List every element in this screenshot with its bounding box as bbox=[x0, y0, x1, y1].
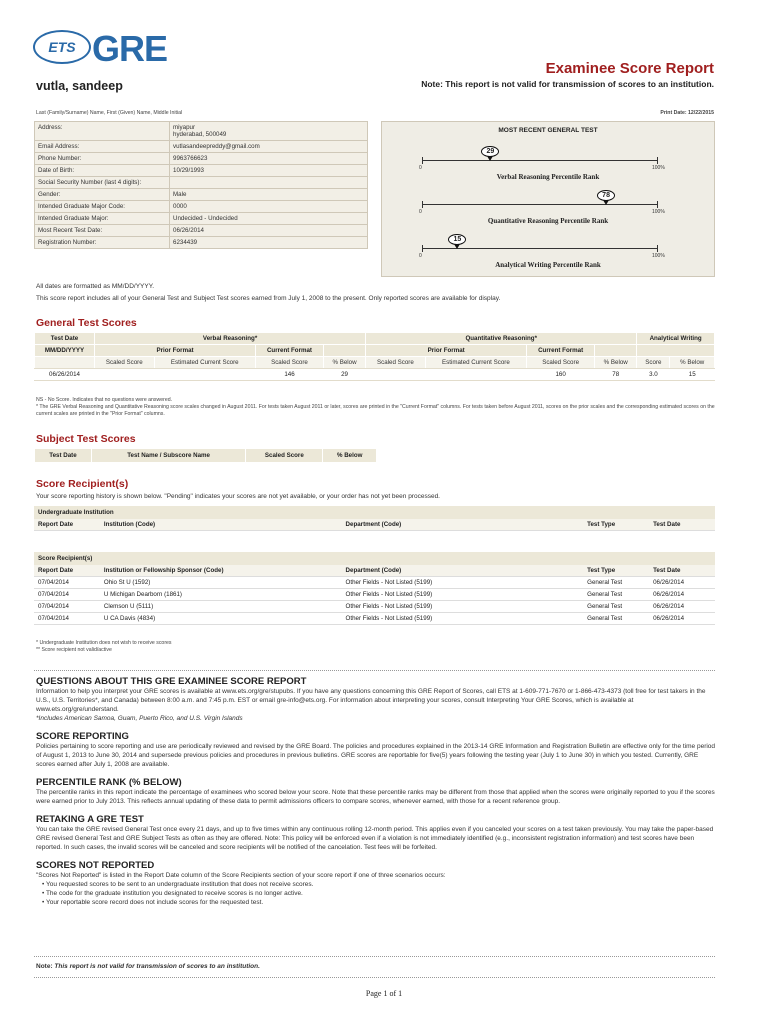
info-label: Address: bbox=[35, 122, 170, 140]
faq-paragraph: Policies pertaining to score reporting and use are periodically reviewed and revised by the GRE Board. The policies and procedures explained in the 2013-14 GRE Information and Registration Bulletin are effective only for the time period of August 1, 2013 to June 30, 2014 and supersede previous policies and procedures in previous bulletins. GRE scores are reportable for five(5) years following the testing year (July 1 to June 30) in which you tested. Currently, GRE scores earned after July 1, 2008 are available. bbox=[36, 743, 716, 768]
percentile-marker bbox=[603, 200, 609, 205]
th-verbal-current: Current Format bbox=[256, 345, 324, 357]
scale-min: 0 bbox=[419, 165, 422, 171]
info-row bbox=[35, 237, 367, 248]
scale-start-tick bbox=[422, 245, 423, 252]
recipient-cell: 07/04/2014 bbox=[34, 577, 100, 589]
recipient-cell: Clemson U (5111) bbox=[100, 601, 342, 613]
info-value: Male bbox=[173, 191, 187, 198]
th-date-format: MM/DD/YYYY bbox=[35, 345, 95, 357]
sub-header: % Below bbox=[323, 357, 365, 369]
percentile-value-bubble: 78 bbox=[597, 190, 615, 201]
table-row bbox=[34, 613, 715, 625]
undergrad-header: Institution (Code) bbox=[100, 519, 342, 531]
faq-bullet: • You requested scores to be sent to an undergraduate institution that does not receive scores. bbox=[42, 881, 314, 888]
subject-header: Test Date bbox=[35, 449, 92, 463]
percentile-scale-line bbox=[422, 204, 658, 205]
th-aw: Analytical Writing bbox=[637, 333, 715, 345]
percentile-label: Verbal Reasoning Percentile Rank bbox=[496, 173, 600, 181]
info-label: Most Recent Test Date: bbox=[35, 225, 170, 236]
info-row bbox=[35, 141, 367, 153]
scale-max: 100% bbox=[652, 209, 665, 215]
recipient-header: Test Date bbox=[649, 565, 715, 577]
sub-header: % Below bbox=[595, 357, 637, 369]
recipients-fn2: ** Score recipient not valid/active bbox=[36, 647, 112, 653]
table-row bbox=[34, 601, 715, 613]
scope-note: This score report includes all of your General Test and Subject Test scores earned from July 1, 2008 to the present. Only reported scores are available for display. bbox=[36, 295, 501, 302]
gre-logo: GRE bbox=[92, 28, 168, 69]
faq-heading: QUESTIONS ABOUT THIS GRE EXAMINEE SCORE REPORT bbox=[36, 676, 307, 687]
subject-test-table bbox=[34, 448, 377, 463]
undergrad-header: Test Date bbox=[649, 519, 715, 531]
percentile-panel bbox=[381, 121, 715, 277]
faq-section bbox=[36, 676, 716, 907]
scale-start-tick bbox=[422, 201, 423, 208]
info-value: 10/29/1993 bbox=[173, 167, 204, 174]
faq-bullet: • Your reportable score record does not include scores for the requested test. bbox=[42, 899, 264, 906]
recipient-cell: 07/04/2014 bbox=[34, 613, 100, 625]
sub-header: Scaled Score bbox=[95, 357, 154, 369]
faq-heading: PERCENTILE RANK (% BELOW) bbox=[36, 777, 182, 788]
recipient-header: Report Date bbox=[34, 565, 100, 577]
faq-paragraph: Information to help you interpret your GRE scores is available at www.ets.org/gre/stupubs. If you have any questions concerning this GRE Report of Scores, call ETS at 1-609-771-7670 or 1-866-473-4373 (toll free for test takers in the U.S., U.S. Territories*, and Canada) between 8:00 a.m. and 7:45 p.m. EST or email gre-info@ets.org. For information about interpreting your scores, consult Interpreting Your GRE Scores, which is available at www.ets.org/gre/understand. bbox=[36, 688, 706, 713]
recipient-cell: General Test bbox=[583, 601, 649, 613]
name-caption: Last (Family/Surname) Name, First (Given) Name, Middle Initial bbox=[36, 110, 183, 116]
info-row bbox=[35, 122, 367, 141]
info-row bbox=[35, 201, 367, 213]
info-label: Social Security Number (last 4 digits): bbox=[35, 177, 170, 188]
score-cell bbox=[154, 369, 256, 381]
validity-note: Note: This report is not valid for transmission of scores to an institution. bbox=[421, 79, 714, 89]
recipient-cell: General Test bbox=[583, 589, 649, 601]
recipient-cell: U Michigan Dearborn (1861) bbox=[100, 589, 342, 601]
percentile-marker bbox=[454, 244, 460, 249]
examinee-name: vutla, sandeep bbox=[36, 79, 123, 93]
scale-end-tick bbox=[657, 201, 658, 208]
info-row bbox=[35, 153, 367, 165]
score-cell: 78 bbox=[595, 369, 637, 381]
undergrad-section bbox=[34, 506, 715, 531]
score-cell bbox=[425, 369, 527, 381]
info-value: vutlasandeepreddy@gmail.com bbox=[173, 143, 260, 150]
percentile-value-bubble: 15 bbox=[448, 234, 466, 245]
page-number: Page 1 of 1 bbox=[365, 989, 403, 998]
faq-heading: SCORE REPORTING bbox=[36, 731, 129, 742]
score-cell: 146 bbox=[256, 369, 324, 381]
info-value bbox=[170, 177, 176, 188]
undergrad-table bbox=[34, 519, 715, 531]
th-test-date: Test Date bbox=[35, 333, 95, 345]
th-verbal: Verbal Reasoning* bbox=[95, 333, 366, 345]
recipient-cell: U CA Davis (4834) bbox=[100, 613, 342, 625]
sub-header: % Below bbox=[670, 357, 715, 369]
percentile-marker bbox=[487, 156, 493, 161]
info-label: Gender: bbox=[35, 189, 170, 200]
recipient-cell: Other Fields - Not Listed (5199) bbox=[342, 613, 584, 625]
ns-footnote: NS - No Score. Indicates that no questions were answered. bbox=[36, 397, 173, 403]
recipient-cell: 07/04/2014 bbox=[34, 601, 100, 613]
subject-header: Scaled Score bbox=[246, 449, 323, 463]
info-row bbox=[35, 189, 367, 201]
recipient-cell: General Test bbox=[583, 577, 649, 589]
undergrad-header: Report Date bbox=[34, 519, 100, 531]
sub-header: Score bbox=[637, 357, 670, 369]
score-cell: 15 bbox=[670, 369, 715, 381]
table-row bbox=[34, 577, 715, 589]
general-test-table bbox=[34, 332, 715, 381]
recipient-cell: 06/26/2014 bbox=[649, 577, 715, 589]
info-value: 6234439 bbox=[173, 239, 198, 246]
recipient-cell: 06/26/2014 bbox=[649, 601, 715, 613]
examinee-info-table bbox=[34, 121, 368, 249]
info-row bbox=[35, 177, 367, 189]
percentile-scale-line bbox=[422, 160, 658, 161]
sub-header: Scaled Score bbox=[256, 357, 324, 369]
recipient-cell: 06/26/2014 bbox=[649, 613, 715, 625]
info-value: 06/26/2014 bbox=[173, 227, 204, 234]
recipient-cell: 07/04/2014 bbox=[34, 589, 100, 601]
scale-max: 100% bbox=[652, 253, 665, 259]
recipients-bar: Score Recipient(s) bbox=[34, 552, 715, 565]
percentile-label: Analytical Writing Percentile Rank bbox=[495, 261, 601, 269]
th-quant-prior: Prior Format bbox=[366, 345, 527, 357]
recipient-cell: 06/26/2014 bbox=[649, 589, 715, 601]
subject-header: Test Name / Subscore Name bbox=[91, 449, 245, 463]
scale-footnote: * The GRE Verbal Reasoning and Quantitative Reasoning score scales changed in August 2011. For tests taken August 2011 or later, scores are printed in the "Current Format" columns. For tests taken before August 2011, scores on the prior scales and the corresponding estimated scores on the current scales are printed in the "Prior Format" columns. bbox=[36, 404, 715, 417]
scale-min: 0 bbox=[419, 253, 422, 259]
subject-scores-title: Subject Test Scores bbox=[36, 433, 136, 445]
info-row bbox=[35, 213, 367, 225]
recipient-cell: Other Fields - Not Listed (5199) bbox=[342, 577, 584, 589]
recipients-intro: Your score reporting history is shown below. "Pending" indicates your scores are not yet available, or your order has not yet been processed. bbox=[36, 493, 440, 500]
report-title: Examinee Score Report bbox=[545, 60, 714, 77]
faq-heading: RETAKING A GRE TEST bbox=[36, 814, 144, 825]
general-scores-title: General Test Scores bbox=[36, 317, 137, 329]
score-cell bbox=[95, 369, 154, 381]
recipient-cell: Ohio St U (1592) bbox=[100, 577, 342, 589]
faq-bullet: • The code for the graduate institution you designated to receive scores is no longer active. bbox=[42, 890, 303, 897]
recipient-header: Test Type bbox=[583, 565, 649, 577]
th-quant: Quantitative Reasoning* bbox=[366, 333, 637, 345]
scale-end-tick bbox=[657, 245, 658, 252]
faq-heading: SCORES NOT REPORTED bbox=[36, 860, 155, 871]
score-cell bbox=[366, 369, 425, 381]
score-cell: 160 bbox=[527, 369, 595, 381]
info-value: Undecided - Undecided bbox=[173, 215, 238, 222]
print-date: Print Date: 12/22/2015 bbox=[660, 110, 714, 116]
th-verbal-prior: Prior Format bbox=[95, 345, 256, 357]
faq-note: *Includes American Samoa, Guam, Puerto Rico, and U.S. Virgin Islands bbox=[36, 715, 243, 722]
sub-header: Scaled Score bbox=[527, 357, 595, 369]
th-quant-current: Current Format bbox=[527, 345, 595, 357]
info-label: Phone Number: bbox=[35, 153, 170, 164]
scale-start-tick bbox=[422, 157, 423, 164]
recipients-table bbox=[34, 565, 715, 625]
recipient-cell: General Test bbox=[583, 613, 649, 625]
recipients-fn1: * Undergraduate Institution does not wish to receive scores bbox=[36, 640, 172, 646]
info-value: 9963766623 bbox=[173, 155, 208, 162]
faq-paragraph: You can take the GRE revised General Test once every 21 days, and up to five times within any continuous rolling 12-month period. This applies even if you canceled your scores on a test taken previously. You may take the paper-based GRE revised General Test and GRE Subject Tests as often as they are offered. Note: This policy will be enforced even if a violation is not immediately identified (e.g., inconsistent registration information) and test scores have been reported. In such cases, the invalid scores will be canceled and score recipients will be notified of the cancelation. Test fees will be forfeited. bbox=[36, 826, 714, 851]
faq-paragraph: The percentile ranks in this report indicate the percentage of examinees who scored below your score. Note that these percentile ranks may be different from those that applied when the scores were originally reported to you if the scores were earned prior to July 2013. This reflects annual updating of these data to permit admissions officers to compare scores, whenever earned, with those for a recent reference group. bbox=[36, 789, 715, 805]
recipient-cell: Other Fields - Not Listed (5199) bbox=[342, 589, 584, 601]
sub-header: Estimated Current Score bbox=[154, 357, 256, 369]
recipient-header: Department (Code) bbox=[342, 565, 584, 577]
recipient-cell: Other Fields - Not Listed (5199) bbox=[342, 601, 584, 613]
recipients-section bbox=[34, 552, 715, 625]
info-label: Date of Birth: bbox=[35, 165, 170, 176]
footer-note: Note: This report is not valid for transmission of scores to an institution. bbox=[36, 963, 260, 970]
percentile-value-bubble: 29 bbox=[481, 146, 499, 157]
table-row bbox=[34, 589, 715, 601]
scale-end-tick bbox=[657, 157, 658, 164]
ets-logo: ETS bbox=[33, 30, 91, 64]
sub-header: Scaled Score bbox=[366, 357, 425, 369]
info-label: Email Address: bbox=[35, 141, 170, 152]
scale-max: 100% bbox=[652, 165, 665, 171]
info-row bbox=[35, 165, 367, 177]
info-label: Registration Number: bbox=[35, 237, 170, 248]
sub-header: Estimated Current Score bbox=[425, 357, 527, 369]
scale-min: 0 bbox=[419, 209, 422, 215]
percentile-heading: MOST RECENT GENERAL TEST bbox=[498, 127, 598, 134]
recipient-header: Institution or Fellowship Sponsor (Code) bbox=[100, 565, 342, 577]
info-row bbox=[35, 225, 367, 237]
info-value: 0000 bbox=[173, 203, 187, 210]
info-label: Intended Graduate Major: bbox=[35, 213, 170, 224]
subject-header: % Below bbox=[323, 449, 377, 463]
score-cell: 29 bbox=[323, 369, 365, 381]
score-cell: 06/26/2014 bbox=[35, 369, 95, 381]
info-label: Intended Graduate Major Code: bbox=[35, 201, 170, 212]
faq-paragraph: "Scores Not Reported" is listed in the Report Date column of the Score Recipients section of your score report if one of three scenarios occurs: bbox=[36, 872, 446, 879]
undergrad-bar: Undergraduate Institution bbox=[34, 506, 715, 519]
undergrad-header: Department (Code) bbox=[342, 519, 584, 531]
score-cell: 3.0 bbox=[637, 369, 670, 381]
percentile-label: Quantitative Reasoning Percentile Rank bbox=[487, 217, 609, 225]
undergrad-header: Test Type bbox=[583, 519, 649, 531]
info-value: miyapur hyderabad, 500049 bbox=[173, 124, 227, 138]
date-format-note: All dates are formatted as MM/DD/YYYY. bbox=[36, 283, 155, 290]
recipients-title: Score Recipient(s) bbox=[36, 478, 129, 490]
